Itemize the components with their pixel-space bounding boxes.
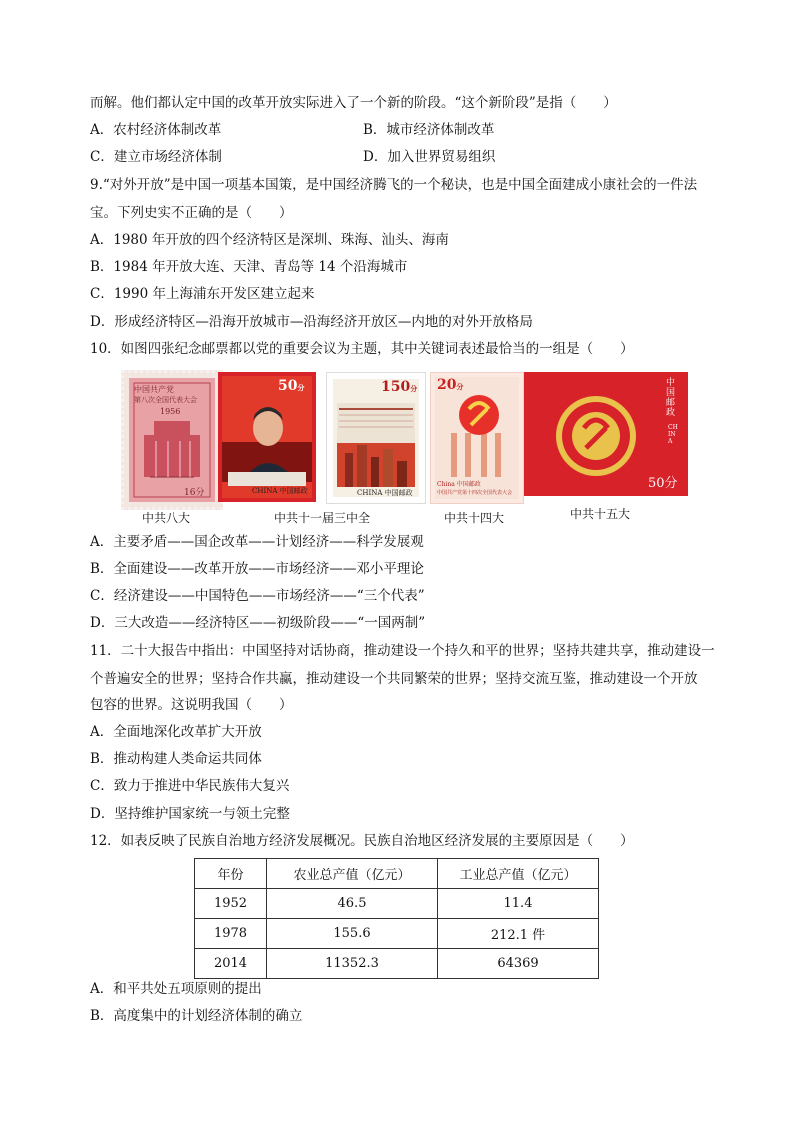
stamp2-value: 50分: [278, 378, 305, 394]
stamp-third-plenum: [218, 372, 316, 502]
table-row: [195, 949, 599, 979]
q11-stem-line1: 11．二十大报告中指出：中国坚持对话协商，推动建设一个持久和平的世界；坚持共建共享，推动建设一: [90, 643, 715, 659]
stamp-caption-1: 中共八大: [142, 511, 191, 525]
q11-option-a[interactable]: A．全面地深化改革扩大开放: [90, 724, 262, 740]
stamp3-country: CHINA 中国邮政: [357, 489, 413, 497]
economy-table: [194, 858, 599, 979]
table-header: 农业总产值（亿元）: [267, 859, 438, 889]
stamp4-value: 20分: [437, 377, 464, 393]
stamp-caption-3: 中共十四大: [444, 511, 505, 525]
table-cell: 1952: [195, 889, 267, 919]
q11-stem-line2: 个普遍安全的世界；坚持合作共赢，推动建设一个共同繁荣的世界；坚持交流互鉴，推动建设一个开放: [90, 671, 698, 687]
q9-option-b[interactable]: B．1984 年开放大连、天津、青岛等 14 个沿海城市: [90, 259, 408, 275]
stamp-eighth-congress: [121, 370, 223, 510]
q9-stem-line1: 9.“对外开放”是中国一项基本国策，是中国经济腾飞的一个秘诀，也是中国全面建成小康社会的一件法: [90, 177, 698, 193]
q8-option-c[interactable]: C．建立市场经济体制: [90, 149, 222, 165]
table-cell: 64369: [438, 949, 599, 979]
table-row: [195, 919, 599, 949]
table-cell: 2014: [195, 949, 267, 979]
stamp-caption-2: 中共十一届三中全: [274, 511, 371, 525]
stamp-caption-4: 中共十五大: [570, 507, 631, 521]
q8-option-b[interactable]: B．城市经济体制改革: [363, 122, 495, 138]
q11-option-c[interactable]: C．致力于推进中华民族伟大复兴: [90, 778, 290, 794]
table-cell: 11352.3: [267, 949, 438, 979]
q11-option-d[interactable]: D．坚持维护国家统一与领土完整: [90, 806, 290, 822]
q10-option-a[interactable]: A．主要矛盾——国企改革——计划经济——科学发展观: [90, 534, 424, 550]
q11-option-b[interactable]: B．推动构建人类命运共同体: [90, 751, 262, 767]
q10-option-c[interactable]: C．经济建设——中国特色——市场经济——“三个代表”: [90, 588, 425, 604]
stamp1-title2: 第八次全国代表大会: [134, 396, 197, 404]
q9-option-d[interactable]: D．形成经济特区—沿海开放城市—沿海经济开放区—内地的对外开放格局: [90, 314, 533, 330]
q12-option-a[interactable]: A．和平共处五项原则的提出: [90, 981, 262, 997]
table-header-row: [195, 859, 599, 889]
q12-stem: 12．如表反映了民族自治地方经济发展概况。民族自治地区经济发展的主要原因是（ ）: [90, 833, 634, 849]
table-row: [195, 889, 599, 919]
q11-stem-line3: 包容的世界。这说明我国（ ）: [90, 697, 293, 713]
stamp5-value: 50分: [648, 476, 678, 491]
q8-option-d[interactable]: D．加入世界贸易组织: [363, 149, 496, 165]
q10-option-b[interactable]: B．全面建设——改革开放——市场经济——邓小平理论: [90, 561, 424, 577]
q8-continuation: 而解。他们都认定中国的改革开放实际进入了一个新的阶段。“这个新阶段”是指（ ）: [90, 95, 617, 111]
stamp5-country: 中国邮政: [666, 378, 676, 418]
q9-option-c[interactable]: C．1990 年上海浦东开发区建立起来: [90, 286, 315, 302]
q10-option-d[interactable]: D．三大改造——经济特区——初级阶段——“一国两制”: [90, 615, 426, 631]
stamp5-country-en: CHINA: [668, 424, 678, 445]
stamp-fourteenth-congress-city: [326, 372, 426, 504]
stamp-fifteenth-congress: [524, 372, 688, 496]
table-cell: 212.1 件: [438, 919, 599, 949]
stamp-fourteenth-congress: [430, 372, 524, 504]
q9-option-a[interactable]: A．1980 年开放的四个经济特区是深圳、珠海、汕头、海南: [90, 232, 449, 248]
table-cell: 155.6: [267, 919, 438, 949]
table-header: 工业总产值（亿元）: [438, 859, 599, 889]
table-cell: 1978: [195, 919, 267, 949]
q12-option-b[interactable]: B．高度集中的计划经济体制的确立: [90, 1008, 303, 1024]
q9-stem-line2: 宝。下列史实不正确的是（ ）: [90, 205, 293, 221]
stamp2-country: CHINA 中国邮政: [252, 487, 308, 495]
table-cell: 46.5: [267, 889, 438, 919]
stamp1-value: 16分: [184, 488, 205, 498]
table-header: 年份: [195, 859, 267, 889]
stamp4-caption: 中国共产党第十四次全国代表大会: [437, 490, 513, 496]
stamp1-year: 1956: [160, 407, 181, 416]
stamp4-country: China 中国邮政: [437, 481, 481, 488]
table-cell: 11.4: [438, 889, 599, 919]
stamp1-title1: 中国共产党: [134, 385, 174, 394]
q10-stem: 10．如图四张纪念邮票都以党的重要会议为主题，其中关键词表述最恰当的一组是（ ）: [90, 341, 634, 357]
q8-option-a[interactable]: A．农村经济体制改革: [90, 122, 222, 138]
stamp3-value: 150分: [381, 379, 418, 395]
